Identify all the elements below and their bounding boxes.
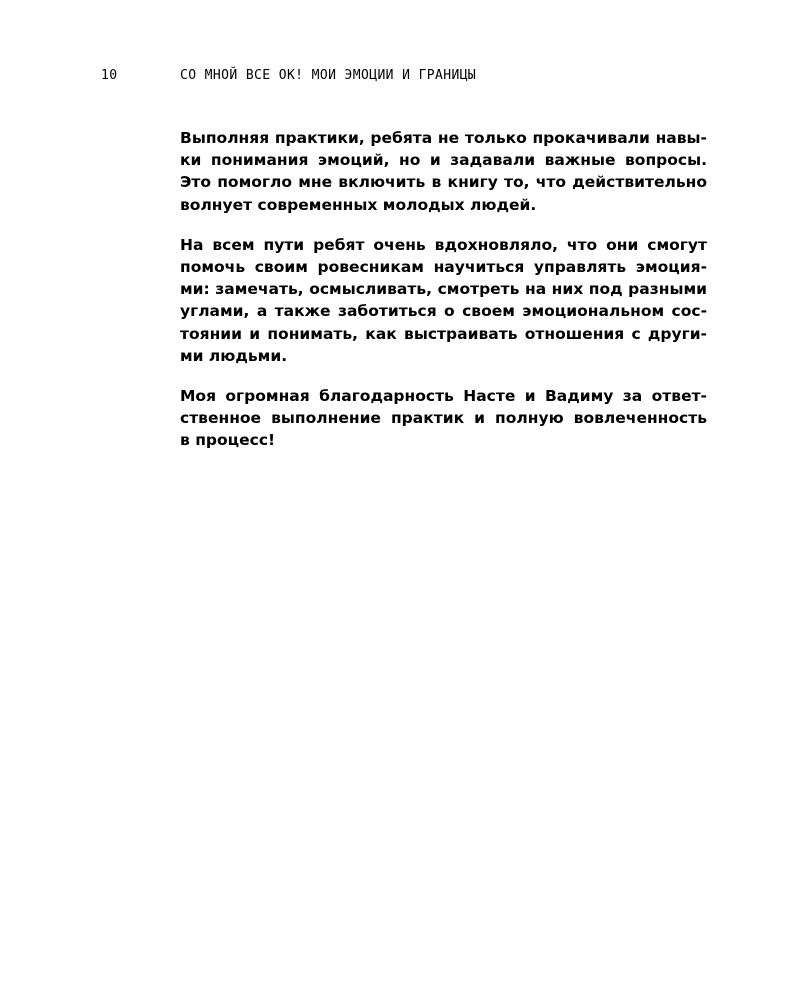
text-line: углами, а также заботиться о своем эмоциональном сос-: [180, 302, 707, 321]
text-line: ственное выполнение практик и полную вовлеченность: [180, 409, 707, 428]
text-line: волнует современных молодых людей.: [180, 195, 537, 214]
text-line: Это помогло мне включить в книгу то, что действительно: [180, 173, 707, 192]
running-head: [0, 68, 800, 86]
text-line: ки понимания эмоций, но и задавали важные вопросы.: [180, 151, 707, 170]
body-text: [180, 127, 707, 469]
paragraph: [180, 127, 707, 216]
book-title: СО МНОЙ ВСЕ ОК! МОИ ЭМОЦИИ И ГРАНИЦЫ: [180, 68, 477, 83]
text-line: Моя огромная благодарность Насте и Вадиму за ответ-: [180, 386, 707, 405]
text-line: На всем пути ребят очень вдохновляло, что они смогут: [180, 235, 707, 254]
text-line: Выполняя практики, ребята не только прокачивали навы-: [180, 129, 707, 147]
text-line: ми: замечать, осмысливать, смотреть на них под разными: [180, 280, 707, 299]
text-line: тоянии и понимать, как выстраивать отношения с други-: [180, 324, 707, 343]
text-line: ми людьми.: [180, 346, 288, 365]
page-number: 10: [101, 68, 118, 83]
text-line: в процесс!: [180, 431, 276, 450]
paragraph: [180, 234, 707, 367]
text-line: помочь своим ровесникам научиться управлять эмоция-: [180, 257, 707, 276]
paragraph: [180, 385, 707, 452]
